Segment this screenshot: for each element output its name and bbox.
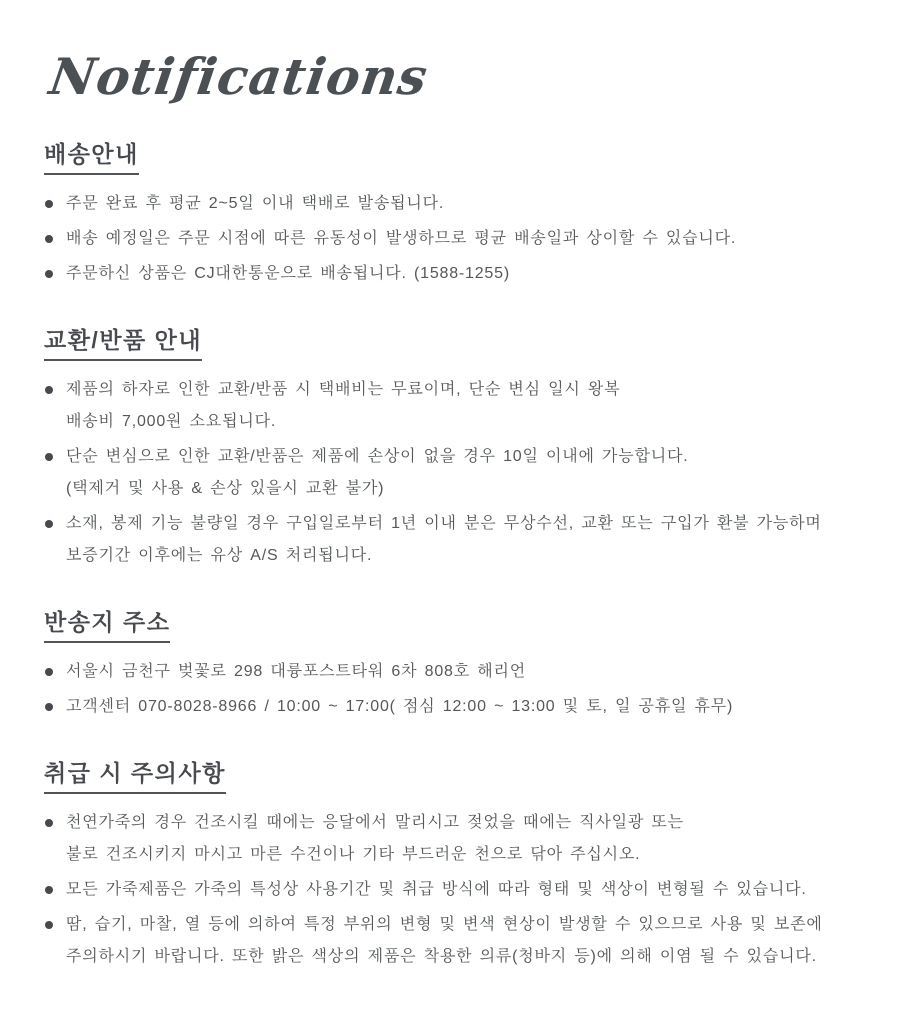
bullet-text-continuation: 배송비 7,000원 소요됩니다.	[66, 413, 277, 430]
bullet-text: 소재, 봉제 기능 불량일 경우 구입일로부터 1년 이내 분은 무상수선, 교환 또는 구입가 환불 가능하며	[66, 515, 822, 532]
list-item	[44, 188, 864, 220]
bullet-icon	[45, 703, 53, 711]
bullet-text: 배송 예정일은 주문 시점에 따른 유동성이 발생하므로 평균 배송일과 상이할 수 있습니다.	[66, 230, 737, 247]
bullet-text: 천연가죽의 경우 건조시킬 때에는 응달에서 말리시고 젖었을 때에는 직사일광 또는	[66, 814, 684, 831]
section-heading-text: 배송안내	[44, 140, 139, 175]
list-item	[44, 258, 864, 290]
bullet-text: 서울시 금천구 벚꽃로 298 대륭포스트타워 6차 808호 해리언	[66, 663, 526, 680]
bullet-icon	[45, 386, 53, 394]
section-handling-precautions	[44, 759, 864, 973]
bullet-text: 땀, 습기, 마찰, 열 등에 의하여 특정 부위의 변형 및 변색 현상이 발생할 수 있으므로 사용 및 보존에	[66, 916, 823, 933]
bullet-text: 모든 가죽제품은 가죽의 특성상 사용기간 및 취급 방식에 따라 형태 및 색상이 변형될 수 있습니다.	[66, 881, 807, 898]
list-item	[44, 223, 864, 255]
bullet-list	[44, 374, 864, 572]
bullet-icon	[45, 668, 53, 676]
page-title: Notifications	[45, 47, 432, 106]
section-heading-text: 취급 시 주의사항	[44, 759, 226, 794]
list-item	[44, 807, 864, 871]
bullet-icon	[45, 270, 53, 278]
bullet-text-continuation: 주의하시기 바랍니다. 또한 밝은 색상의 제품은 착용한 의류(청바지 등)에 의해 이염 될 수 있습니다.	[66, 948, 817, 965]
section-heading-text: 반송지 주소	[44, 608, 170, 643]
bullet-icon	[45, 886, 53, 894]
section-return-address	[44, 608, 864, 723]
bullet-icon	[45, 520, 53, 528]
bullet-list	[44, 807, 864, 973]
bullet-text-continuation: (택제거 및 사용 & 손상 있을시 교환 불가)	[66, 480, 385, 497]
bullet-text: 단순 변심으로 인한 교환/반품은 제품에 손상이 없을 경우 10일 이내에 가능합니다.	[66, 448, 689, 465]
list-item	[44, 374, 864, 438]
list-item	[44, 508, 864, 572]
list-item	[44, 656, 864, 688]
list-item	[44, 441, 864, 505]
section-heading-return-address	[44, 608, 864, 643]
section-heading-handling-precautions	[44, 759, 864, 794]
list-item	[44, 691, 864, 723]
bullet-text: 주문 완료 후 평균 2~5일 이내 택배로 발송됩니다.	[66, 195, 445, 212]
bullet-text: 고객센터 070-8028-8966 / 10:00 ~ 17:00( 점심 12:00 ~ 13:00 및 토, 일 공휴일 휴무)	[66, 698, 734, 715]
list-item	[44, 909, 864, 973]
section-heading-text: 교환/반품 안내	[44, 326, 202, 361]
section-heading-shipping-info	[44, 140, 864, 175]
bullet-icon	[45, 921, 53, 929]
bullet-list	[44, 188, 864, 290]
bullet-text: 제품의 하자로 인한 교환/반품 시 택배비는 무료이며, 단순 변심 일시 왕복	[66, 381, 621, 398]
bullet-icon	[45, 819, 53, 827]
bullet-icon	[45, 453, 53, 461]
list-item	[44, 874, 864, 906]
bullet-icon	[45, 235, 53, 243]
section-exchange-return-info	[44, 326, 864, 572]
bullet-list	[44, 656, 864, 723]
bullet-text-continuation: 불로 건조시키지 마시고 마른 수건이나 기타 부드러운 천으로 닦아 주십시오.	[66, 846, 641, 863]
bullet-text-continuation: 보증기간 이후에는 유상 A/S 처리됩니다.	[66, 547, 373, 564]
section-heading-exchange-return	[44, 326, 864, 361]
section-shipping-info	[44, 140, 864, 290]
bullet-icon	[45, 200, 53, 208]
bullet-text: 주문하신 상품은 CJ대한통운으로 배송됩니다. (1588-1255)	[66, 265, 510, 282]
